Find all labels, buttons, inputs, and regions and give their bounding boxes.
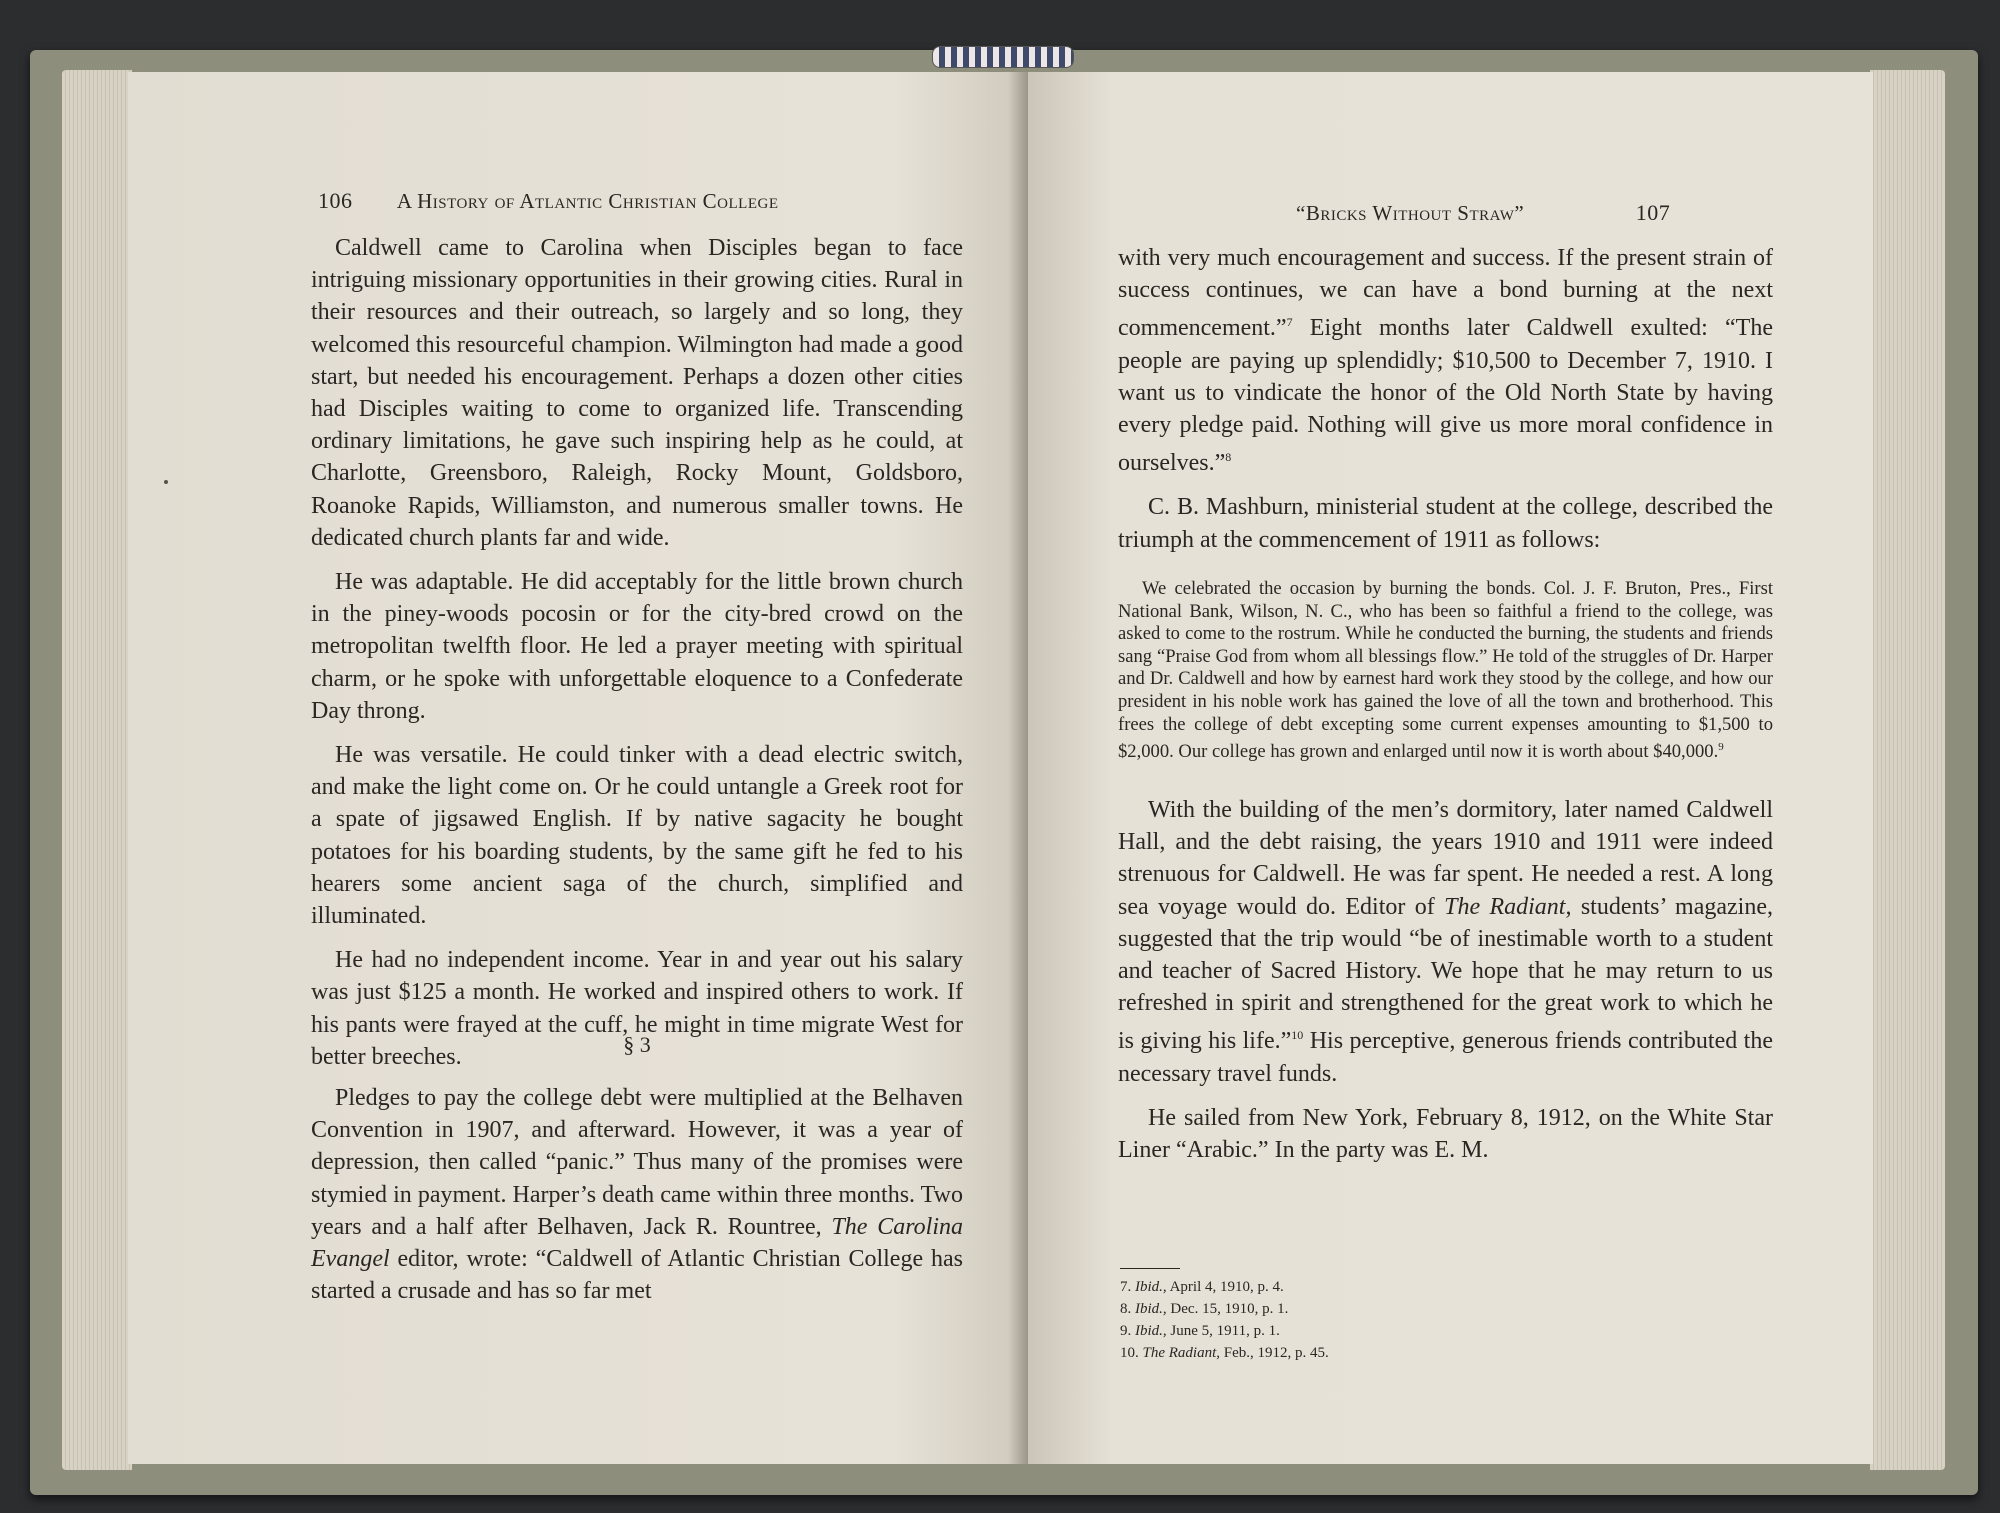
footnote-number: 9.	[1120, 1323, 1132, 1339]
section-text-b: editor, wrote: “Caldwell of Atlantic Christian College has started a crusade and has so far met	[311, 1246, 963, 1305]
left-paragraph-2: He was adaptable. He did acceptably for the little brown church in the piney-woods pocosin or for the city-bred crowd on the metropolitan twelfth floor. He led a prayer meeting with spiritual charm, or he spoke with unforgettable eloquence to a Confederate Day throng.	[311, 569, 963, 724]
page-speck	[164, 480, 168, 484]
left-paragraph-3: He was versatile. He could tinker with a dead electric switch, and make the light come on. Or he could untangle a Greek root for a spate of jigsawed English. If by native sagacity he bought potatoes for his boarding students, by the same gift he fed to his hearers some ancient saga of the church, simplified and illuminated.	[311, 742, 963, 930]
section-text-italic: The Carolina Evangel	[311, 1213, 964, 1273]
left-section-paragraph	[311, 1082, 963, 1307]
footnote-ref-7[interactable]: 7	[1286, 315, 1293, 330]
footnote-number: 7.	[1120, 1279, 1132, 1295]
right-page-number: 107	[1635, 200, 1671, 225]
block-quote-text	[1118, 578, 1773, 764]
right-running-head: “Bricks Without Straw”	[1296, 201, 1525, 225]
right-paragraph-1	[1118, 242, 1773, 479]
p3-text-c: His perceptive, generous friends contributed the necessary travel funds.	[1118, 1028, 1773, 1087]
section-text-a: Pledges to pay the college debt were multiplied at the Belhaven Convention in 1907, and afterward. However, it was a year of depression, then called “panic.” Thus many of the promises were stymied in payment. Harper’s death came within three months. Two years and a half after Belhaven, Jack R. Rountree,	[311, 1085, 963, 1240]
right-paragraph-2: C. B. Mashburn, ministerial student at the college, described the triumph at the commencement of 1911 as follows:	[1118, 494, 1773, 553]
right-paragraph-4: He sailed from New York, February 8, 1912, on the White Star Liner “Arabic.” In the party was E. M.	[1118, 1104, 1773, 1164]
left-section-body	[311, 1082, 963, 1319]
right-page	[1028, 72, 1873, 1464]
left-body-text	[311, 232, 963, 1085]
right-paragraph-3	[1118, 794, 1773, 1090]
page-edges-right	[1870, 70, 1945, 1470]
footnote-detail: Feb., 1912, p. 45.	[1220, 1345, 1329, 1361]
footnote-number: 10.	[1120, 1345, 1139, 1361]
p1-text-b: Eight months later Caldwell exulted: “The people are paying up splendidly; $10,500 to December 7, 1910. I want us to vindicate the honor of the Old North State by having every pledge paid. Nothing will give us more moral confidence in ourselves.”	[1118, 315, 1773, 477]
footnote-10	[1120, 1342, 1760, 1364]
p3-italic: The Radiant,	[1444, 893, 1572, 920]
footnote-source: Ibid.,	[1135, 1279, 1167, 1295]
right-body-text	[1118, 242, 1773, 568]
p3-text-b: students’ magazine, suggested that the trip would “be of inestimable worth to a student and teacher of Sacred History. We hope that he may return to us refreshed in spirit and strengthened for the great work to which he is giving his life.”	[1118, 893, 1773, 1055]
footnotes	[1120, 1276, 1760, 1364]
footnote-source: Ibid.,	[1135, 1301, 1167, 1317]
block-quote	[1118, 578, 1773, 764]
left-page-number: 106	[318, 188, 353, 213]
left-paragraph-4: He had no independent income. Year in and year out his salary was just $125 a month. He worked and inspired others to work. If his pants were frayed at the cuff, he might in time migrate West for better breeches.	[311, 947, 963, 1070]
p3-text-a: With the building of the men’s dormitory, later named Caldwell Hall, and the debt raising, the years 1910 and 1911 were indeed strenuous for Caldwell. He was far spent. He needed a rest. A long sea voyage would do. Editor of	[1118, 797, 1773, 920]
footnote-ref-9[interactable]: 9	[1718, 741, 1724, 754]
book-headband	[932, 46, 1074, 68]
footnote-detail: April 4, 1910, p. 4.	[1166, 1279, 1284, 1295]
right-body-text-2	[1118, 794, 1773, 1178]
quote-body: We celebrated the occasion by burning the bonds. Col. J. F. Bruton, Pres., First National Bank, Wilson, N. C., who has been so faithful a friend to the college, was asked to come to the rostrum. While he conducted the burning, the students and friends sang “Praise God from whom all blessings flow.” He told of the struggles of Dr. Harper and Dr. Caldwell and how by earnest hard work they stood by the college, and how our president in his noble work has gained the love of all the town and brotherhood. This frees the college of debt excepting some current expenses amounting to $1,500 to $2,000. Our college has grown and enlarged until now it is worth about $40,000.	[1118, 578, 1773, 763]
footnote-source: Ibid.,	[1135, 1323, 1167, 1339]
footnote-ref-8[interactable]: 8	[1225, 450, 1232, 465]
footnote-detail: June 5, 1911, p. 1.	[1166, 1323, 1280, 1339]
page-edges-left	[62, 70, 132, 1470]
footnote-number: 8.	[1120, 1301, 1132, 1317]
footnote-7	[1120, 1276, 1760, 1298]
left-running-head: A History of Atlantic Christian College	[396, 189, 779, 213]
section-mark: § 3	[623, 1032, 651, 1057]
footnote-ref-10[interactable]: 10	[1291, 1028, 1304, 1043]
left-page	[128, 72, 1028, 1464]
left-paragraph-1: Caldwell came to Carolina when Disciples began to face intriguing missionary opportunities in their growing cities. Rural in their resources and their outreach, so largely and so long, they welcomed this resourceful champion. Wilmington had made a good start, but needed his encouragement. Perhaps a dozen other cities had Disciples waiting to come to organized life. Transcending ordinary limitations, he gave such inspiring help as he could, at Charlotte, Greensboro, Raleigh, Rocky Mount, Goldsboro, Roanoke Rapids, Williamston, and numerous smaller towns. He dedicated church plants far and wide.	[311, 235, 963, 551]
footnote-9	[1120, 1320, 1760, 1342]
p1-text-a: with very much encouragement and success. If the present strain of success continues, we can have a bond burning at the next commencement.”	[1118, 245, 1773, 342]
footnote-detail: Dec. 15, 1910, p. 1.	[1166, 1301, 1289, 1317]
footnote-rule	[1120, 1268, 1180, 1269]
left-page-header	[318, 188, 779, 214]
right-page-header	[1296, 200, 1670, 226]
footnote-8	[1120, 1298, 1760, 1320]
footnote-source: The Radiant,	[1142, 1345, 1220, 1361]
